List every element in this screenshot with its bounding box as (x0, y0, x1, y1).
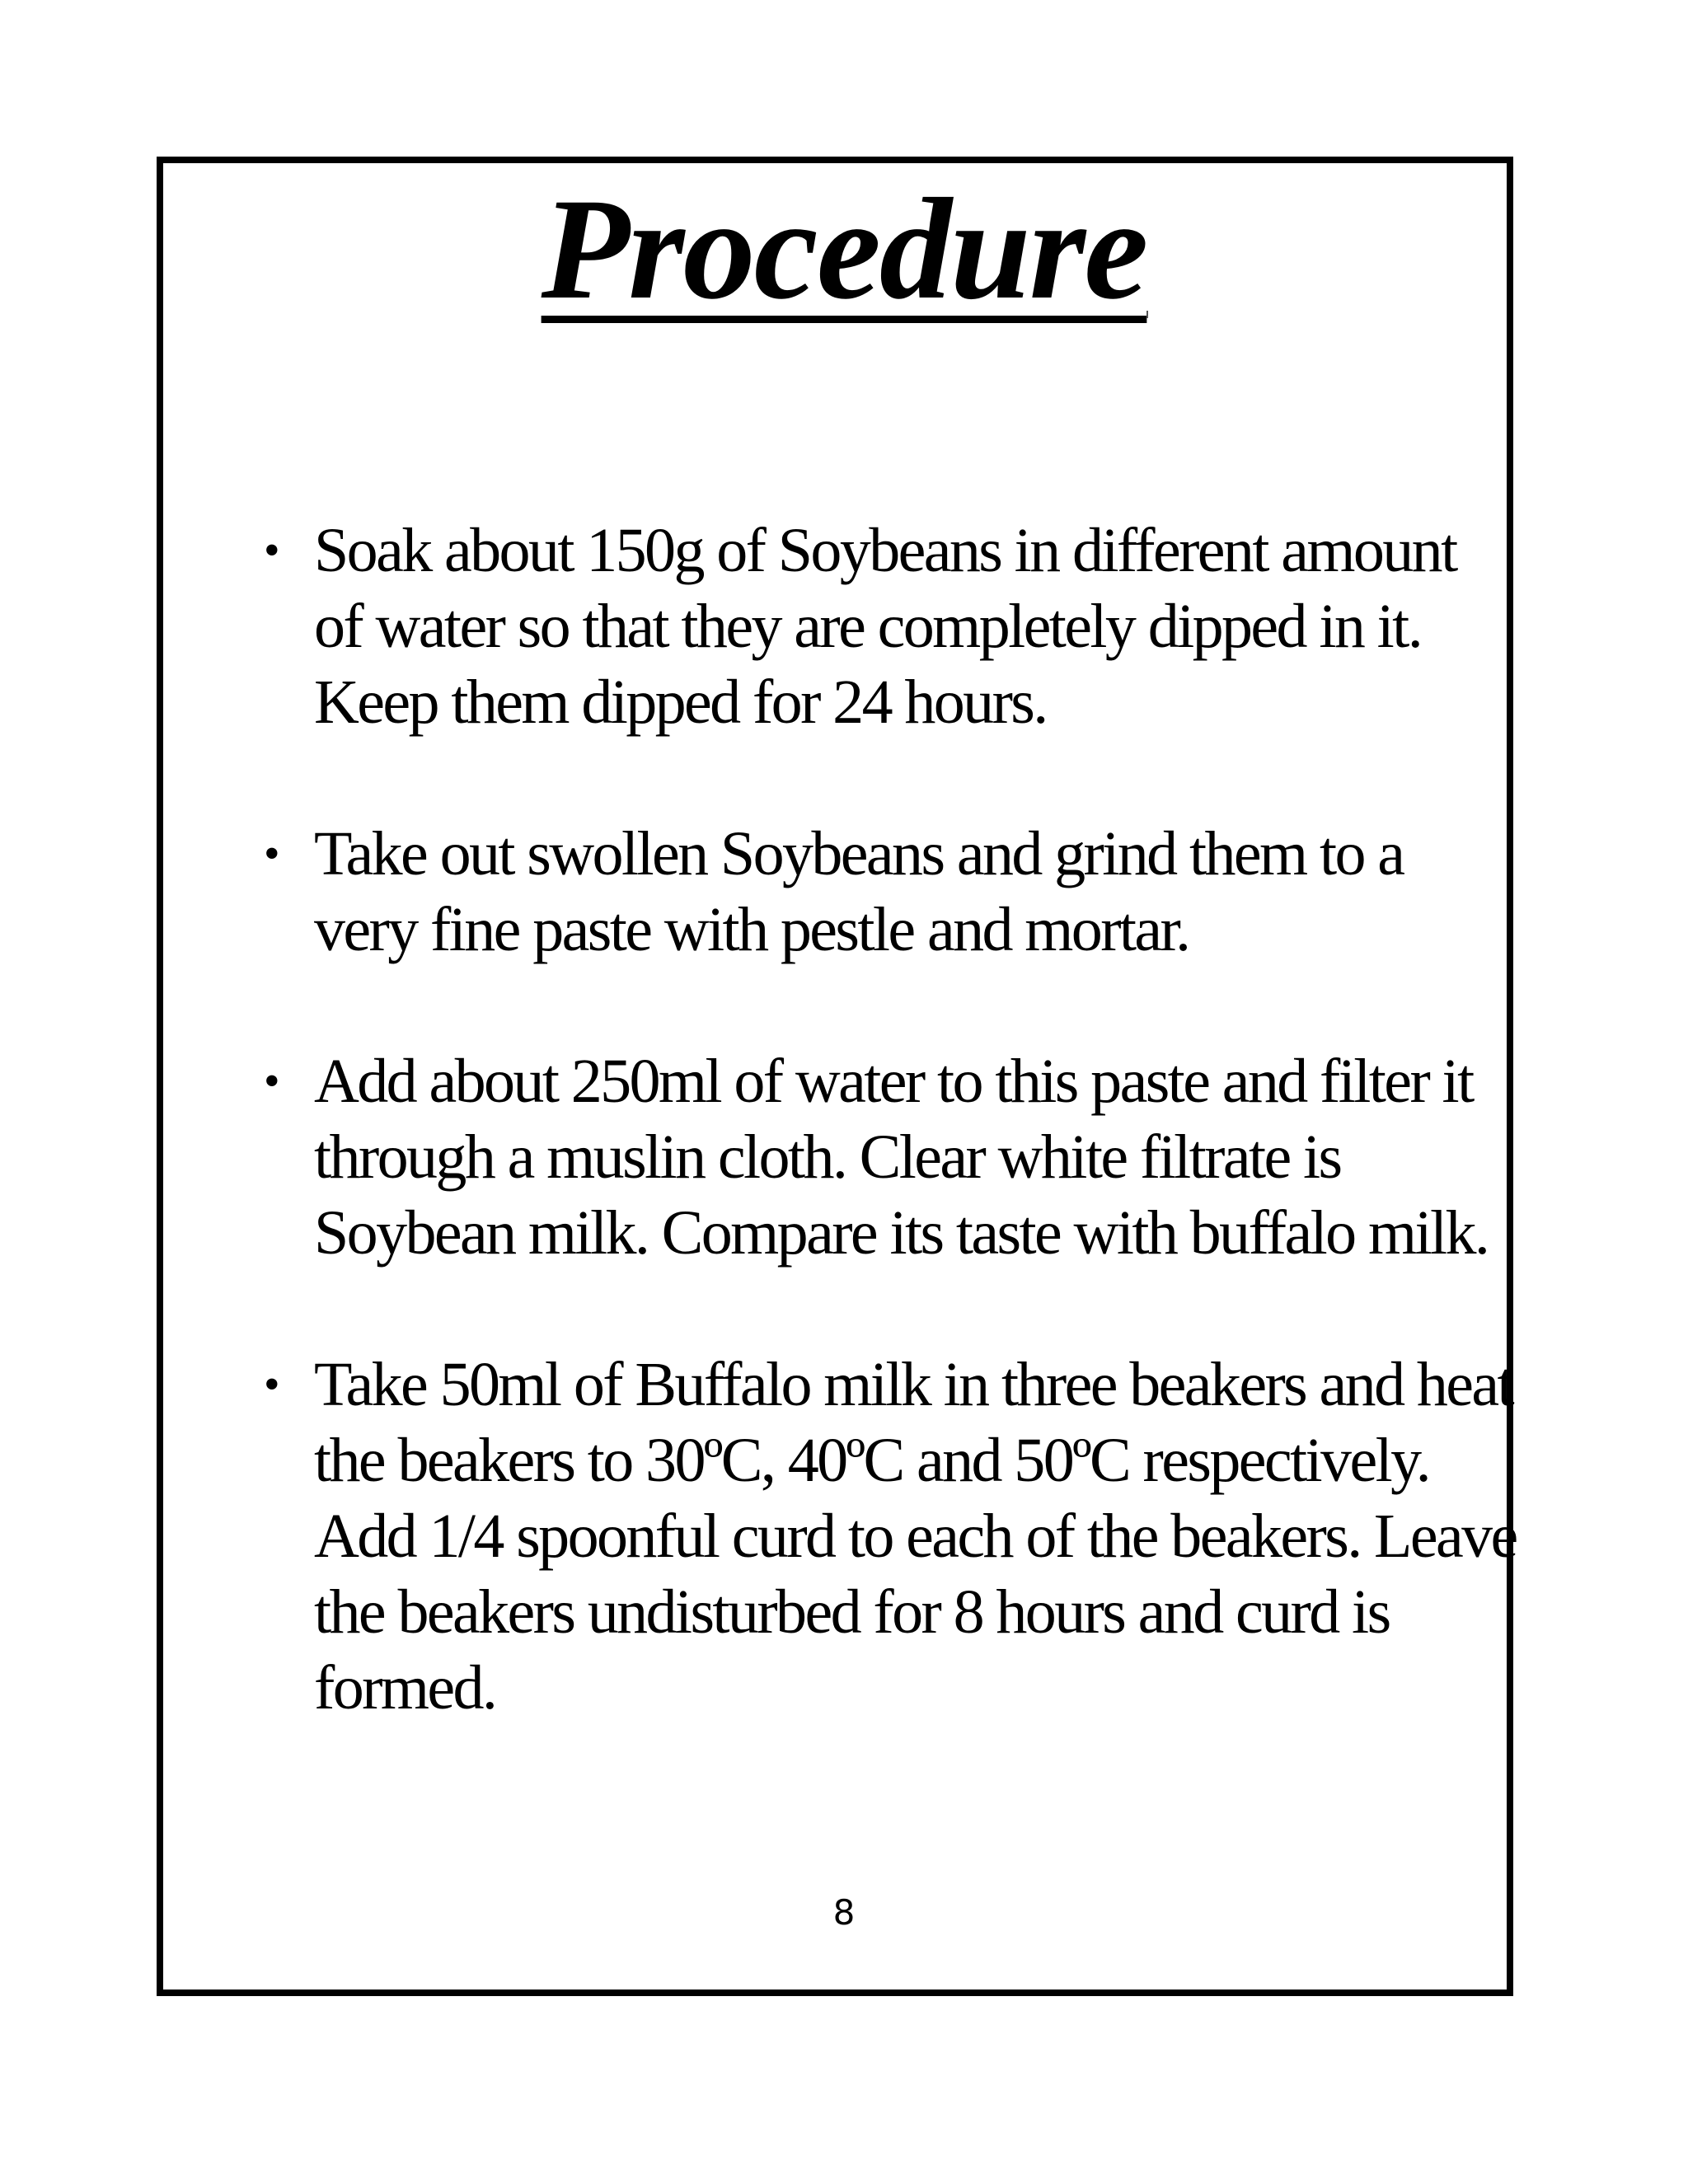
procedure-steps-list (247, 513, 1517, 1802)
page-number: 8 (832, 1892, 856, 1933)
bullet-icon: • (264, 525, 279, 576)
bullet-icon: • (264, 828, 279, 879)
title-tick-mark (1146, 311, 1148, 318)
procedure-step (247, 816, 1517, 968)
procedure-step-text: Soak about 150g of Soybeans in different amount of water so that they are completely dipped in it. Keep them dipped for 24 hours. (314, 516, 1456, 737)
procedure-step-text: Add about 250ml of water to this paste and filter it through a muslin cloth. Clear white filtrate is Soybean milk. Compare its taste with buffalo milk. (314, 1047, 1489, 1268)
page-title-text: Procedure (541, 169, 1147, 330)
procedure-step-text: Take 50ml of Buffalo milk in three beakers and heat the beakers to 30ºC, 40ºC and 50ºC respectively. Add 1/4 spoonful curd to each of the beakers. Leave the beakers undisturbed for 8 hours and curd is formed. (314, 1350, 1517, 1722)
page-title (0, 169, 1688, 330)
procedure-step (247, 1043, 1517, 1271)
bullet-icon: • (264, 1359, 279, 1410)
procedure-step (247, 1347, 1517, 1726)
bullet-icon: • (264, 1056, 279, 1107)
procedure-step-text: Take out swollen Soybeans and grind them to a very fine paste with pestle and mortar. (314, 819, 1404, 964)
procedure-step (247, 513, 1517, 740)
